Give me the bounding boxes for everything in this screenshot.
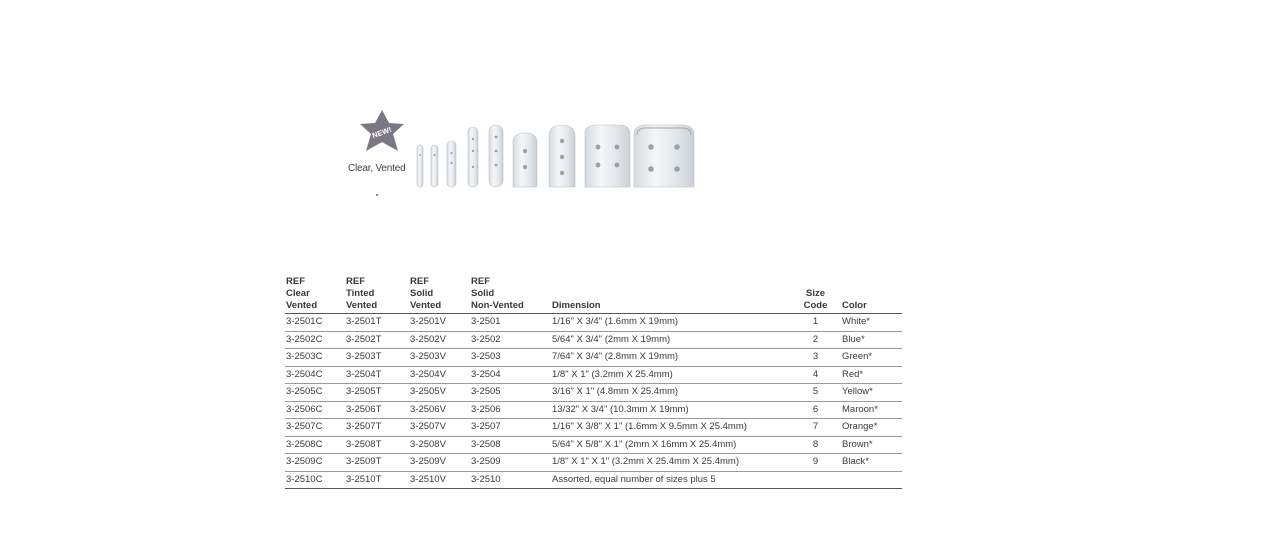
table-row	[285, 401, 902, 419]
header-ref-tinted-vented	[345, 276, 409, 314]
header-ref-solid-non-vented	[470, 276, 551, 314]
table-row	[285, 419, 902, 437]
ref-tinted-vented-cell: 3-2501T	[345, 314, 409, 332]
header-line: Vented	[286, 300, 318, 311]
cap-size-7	[549, 125, 575, 187]
header-line: Non-Vented	[471, 300, 524, 311]
color-cell: Red*	[841, 366, 902, 384]
header-line: Code	[803, 300, 828, 311]
size-code-cell: 7	[791, 419, 841, 437]
star-new-icon	[360, 110, 404, 151]
dimension-cell: 1/8" X 1" X 1" (3.2mm X 25.4mm X 25.4mm)	[551, 454, 791, 472]
color-cell: White*	[841, 314, 902, 332]
ref-solid-vented-cell: 3-2507V	[409, 419, 470, 437]
ref-clear-vented-cell: 3-2509C	[285, 454, 345, 472]
dimension-cell: 7/64" X 3/4" (2.8mm X 19mm)	[551, 349, 791, 367]
ref-solid-non-vented-cell: 3-2507	[470, 419, 551, 437]
size-code-cell: 3	[791, 349, 841, 367]
cap-size-9	[634, 125, 694, 187]
ref-solid-vented-cell: 3-2510V	[409, 471, 470, 489]
header-size-code	[791, 276, 841, 314]
ref-solid-vented-cell: 3-2501V	[409, 314, 470, 332]
dimension-cell: 13/32" X 3/4" (10.3mm X 19mm)	[551, 401, 791, 419]
table-body	[285, 314, 902, 489]
cap-size-5	[489, 125, 503, 187]
dimension-cell: 1/16" X 3/4" (1.6mm X 19mm)	[551, 314, 791, 332]
header-line: Solid	[471, 288, 495, 299]
size-code-cell: 5	[791, 384, 841, 402]
color-cell: Blue*	[841, 331, 902, 349]
header-ref-solid-vented	[409, 276, 470, 314]
table-row	[285, 384, 902, 402]
header-line: Size	[805, 288, 825, 299]
dimension-cell: 5/64" X 5/8" X 1" (2mm X 16mm X 25.4mm)	[551, 436, 791, 454]
size-code-cell: 4	[791, 366, 841, 384]
color-cell: Brown*	[841, 436, 902, 454]
ref-tinted-vented-cell: 3-2503T	[345, 349, 409, 367]
header-line: Color	[842, 300, 867, 311]
cap-size-2	[431, 145, 438, 187]
ref-clear-vented-cell: 3-2503C	[285, 349, 345, 367]
ref-solid-non-vented-cell: 3-2509	[470, 454, 551, 472]
ref-clear-vented-cell: 3-2508C	[285, 436, 345, 454]
product-spec-table	[285, 276, 902, 489]
table-row	[285, 436, 902, 454]
dimension-cell: Assorted, equal number of sizes plus 5	[551, 471, 791, 489]
ref-solid-non-vented-cell: 3-2501	[470, 314, 551, 332]
table-row	[285, 454, 902, 472]
ref-clear-vented-cell: 3-2502C	[285, 331, 345, 349]
size-code-cell: 9	[791, 454, 841, 472]
ref-clear-vented-cell: 3-2507C	[285, 419, 345, 437]
ref-solid-vented-cell: 3-2505V	[409, 384, 470, 402]
color-cell: Orange*	[841, 419, 902, 437]
header-line: REF	[410, 276, 429, 287]
header-color	[841, 276, 902, 314]
size-code-cell: 6	[791, 401, 841, 419]
ref-solid-vented-cell: 3-2506V	[409, 401, 470, 419]
ref-solid-vented-cell: 3-2504V	[409, 366, 470, 384]
header-line: REF	[471, 276, 490, 287]
ref-solid-non-vented-cell: 3-2506	[470, 401, 551, 419]
ref-solid-vented-cell: 3-2509V	[409, 454, 470, 472]
cap-size-1	[417, 145, 423, 187]
caps-illustration	[340, 105, 700, 200]
table-header-row	[285, 276, 902, 314]
ref-solid-vented-cell: 3-2503V	[409, 349, 470, 367]
dimension-cell: 5/64" X 3/4" (2mm X 19mm)	[551, 331, 791, 349]
ref-solid-non-vented-cell: 3-2508	[470, 436, 551, 454]
ref-solid-non-vented-cell: 3-2503	[470, 349, 551, 367]
ref-solid-vented-cell: 3-2502V	[409, 331, 470, 349]
header-line: Tinted	[346, 288, 375, 299]
cap-size-8	[585, 125, 630, 187]
header-line: Vented	[346, 300, 378, 311]
header-line: Clear	[286, 288, 310, 299]
header-line: Solid	[410, 288, 434, 299]
ref-clear-vented-cell: 3-2505C	[285, 384, 345, 402]
size-code-cell: 8	[791, 436, 841, 454]
color-cell	[841, 471, 902, 489]
size-code-cell	[791, 471, 841, 489]
ref-clear-vented-cell: 3-2510C	[285, 471, 345, 489]
color-cell: Green*	[841, 349, 902, 367]
ref-clear-vented-cell: 3-2504C	[285, 366, 345, 384]
cap-size-4	[468, 127, 478, 187]
ref-tinted-vented-cell: 3-2505T	[345, 384, 409, 402]
ref-solid-non-vented-cell: 3-2502	[470, 331, 551, 349]
new-badge-text: NEW!	[370, 124, 393, 141]
dimension-cell: 3/16" X 1" (4.8mm X 25.4mm)	[551, 384, 791, 402]
ref-tinted-vented-cell: 3-2506T	[345, 401, 409, 419]
color-cell: Yellow*	[841, 384, 902, 402]
color-cell: Maroon*	[841, 401, 902, 419]
table-row	[285, 314, 902, 332]
table-row	[285, 349, 902, 367]
dimension-cell: 1/16" X 3/8" X 1" (1.6mm X 9.5mm X 25.4mm)	[551, 419, 791, 437]
table-row	[285, 331, 902, 349]
table-row	[285, 471, 902, 489]
cap-size-6	[513, 133, 537, 187]
table-row	[285, 366, 902, 384]
ref-solid-vented-cell: 3-2508V	[409, 436, 470, 454]
product-caption: Clear, Vented	[348, 163, 406, 174]
ref-clear-vented-cell: 3-2506C	[285, 401, 345, 419]
ref-tinted-vented-cell: 3-2504T	[345, 366, 409, 384]
color-cell: Black*	[841, 454, 902, 472]
ref-solid-non-vented-cell: 3-2505	[470, 384, 551, 402]
header-line: Dimension	[552, 300, 601, 311]
ref-tinted-vented-cell: 3-2510T	[345, 471, 409, 489]
header-dimension	[551, 276, 791, 314]
ref-solid-non-vented-cell: 3-2504	[470, 366, 551, 384]
cap-size-3	[447, 141, 456, 187]
header-ref-clear-vented	[285, 276, 345, 314]
dimension-cell: 1/8" X 1" (3.2mm X 25.4mm)	[551, 366, 791, 384]
header-line: REF	[346, 276, 365, 287]
size-code-cell: 1	[791, 314, 841, 332]
ref-solid-non-vented-cell: 3-2510	[470, 471, 551, 489]
ref-tinted-vented-cell: 3-2508T	[345, 436, 409, 454]
product-photo	[340, 105, 700, 200]
header-line: Vented	[410, 300, 442, 311]
ref-clear-vented-cell: 3-2501C	[285, 314, 345, 332]
caption-dot	[376, 194, 378, 196]
ref-tinted-vented-cell: 3-2509T	[345, 454, 409, 472]
ref-tinted-vented-cell: 3-2507T	[345, 419, 409, 437]
header-line: REF	[286, 276, 305, 287]
ref-tinted-vented-cell: 3-2502T	[345, 331, 409, 349]
size-code-cell: 2	[791, 331, 841, 349]
